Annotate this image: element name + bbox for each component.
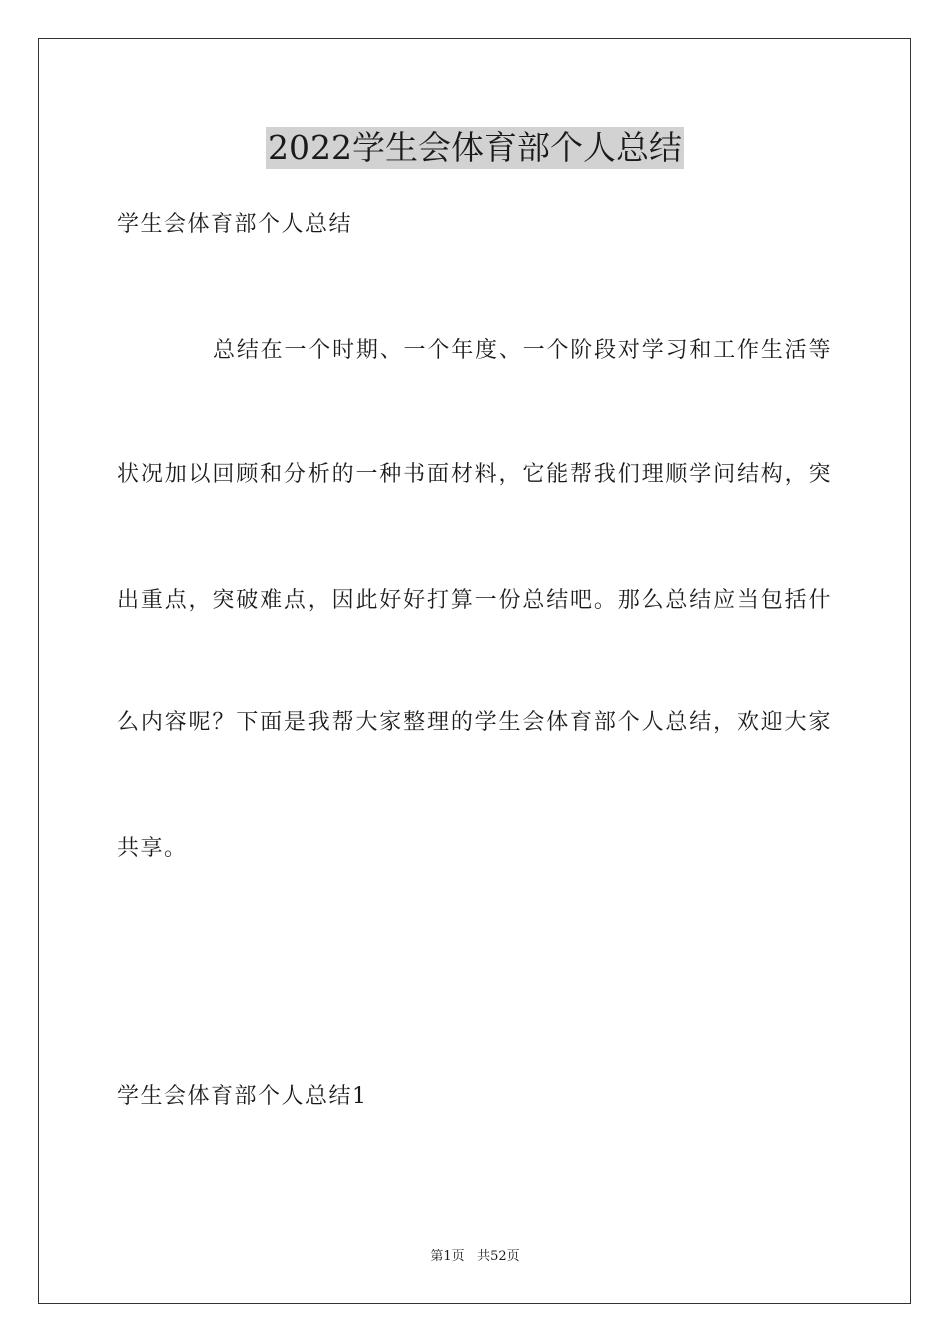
document-subtitle: 学生会体育部个人总结 [117,212,353,237]
page-total: 共52页 [477,1249,520,1264]
page-number: 第1页 [430,1249,465,1264]
paragraph-line-5: 共享。 [117,836,188,861]
title-container [0,127,950,169]
paragraph-line-3: 出重点，突破难点，因此好好打算一份总结吧。那么总结应当包括什 [117,588,832,613]
paragraph-line-1: 总结在一个时期、一个年度、一个阶段对学习和工作生活等 [213,338,832,363]
document-title: 2022学生会体育部个人总结 [268,128,682,167]
page-footer [0,1248,950,1266]
paragraph-line-2: 状况加以回顾和分析的一种书面材料，它能帮我们理顺学问结构，突 [117,462,832,487]
paragraph-line-4: 么内容呢？下面是我帮大家整理的学生会体育部个人总结，欢迎大家 [117,710,832,735]
section-heading: 学生会体育部个人总结1 [117,1084,368,1109]
